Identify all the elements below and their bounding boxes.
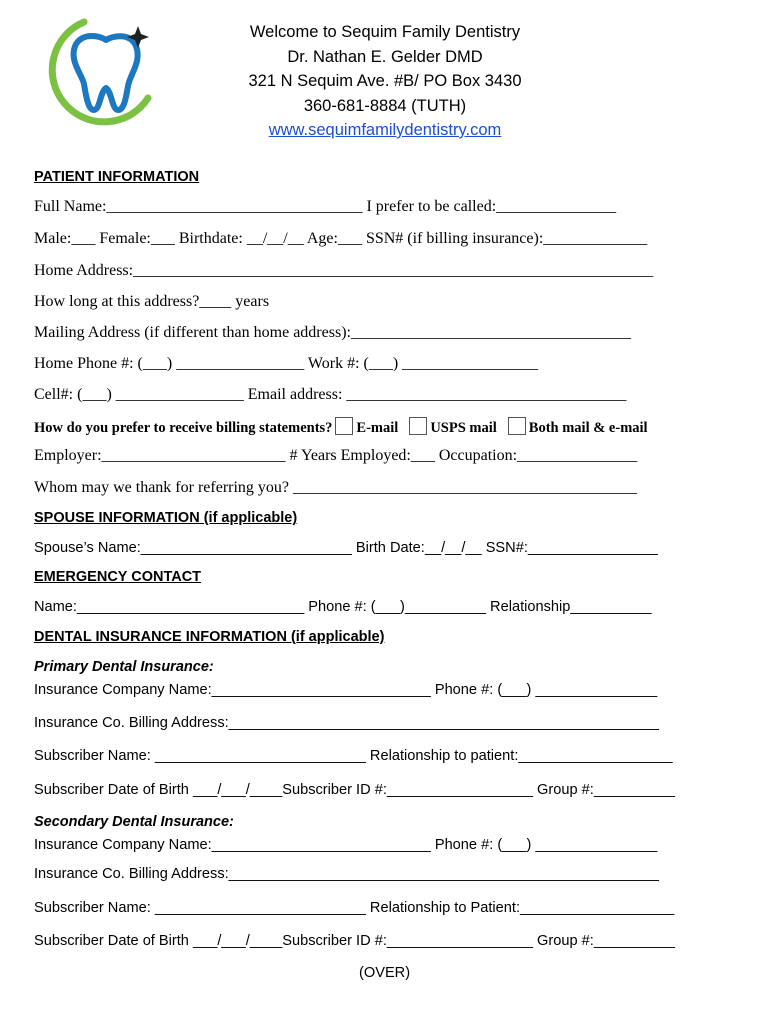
- full-name-line[interactable]: Full Name:________________________________ I prefer to be called:_______________: [34, 198, 617, 215]
- secondary-subscriber-dob-line[interactable]: Subscriber Date of Birth ___/___/____Subscriber ID #:__________________ Group #:__________: [34, 933, 675, 949]
- usps-checkbox[interactable]: [409, 417, 427, 435]
- section-title-emergency: EMERGENCY CONTACT: [34, 569, 202, 585]
- primary-insurance-title: Primary Dental Insurance:: [34, 659, 214, 675]
- practice-header: [200, 20, 570, 143]
- primary-subscriber-line[interactable]: Subscriber Name: __________________________ Relationship to patient:___________________: [34, 748, 673, 764]
- secondary-company-line[interactable]: Insurance Company Name:___________________________ Phone #: (___) _______________: [34, 837, 658, 853]
- mailing-address-line[interactable]: Mailing Address (if different than home address):___________________________________: [34, 324, 631, 341]
- gender-birthdate-line[interactable]: Male:___ Female:___ Birthdate: __/__/__ Age:___ SSN# (if billing insurance):_____________: [34, 230, 648, 247]
- both-checkbox[interactable]: [508, 417, 526, 435]
- secondary-insurance-title: Secondary Dental Insurance:: [34, 814, 234, 830]
- website-link[interactable]: www.sequimfamilydentistry.com: [268, 121, 502, 139]
- phone: 360-681-8884 (TUTH): [303, 96, 467, 115]
- primary-subscriber-dob-line[interactable]: Subscriber Date of Birth ___/___/____Subscriber ID #:__________________ Group #:__________: [34, 782, 675, 798]
- phone-line[interactable]: Home Phone #: (___) ________________ Work #: (___) _________________: [34, 355, 539, 372]
- section-title-patient: PATIENT INFORMATION: [34, 169, 200, 185]
- over-note: (OVER): [359, 965, 411, 981]
- both-option-label: Both mail & e-mail: [528, 420, 648, 436]
- section-title-spouse: SPOUSE INFORMATION (if applicable): [34, 510, 298, 526]
- usps-option-label: USPS mail: [430, 420, 497, 436]
- referral-line[interactable]: Whom may we thank for referring you? ___________________________________________: [34, 479, 638, 496]
- email-option-label: E-mail: [356, 420, 399, 436]
- employer-line[interactable]: Employer:_______________________ # Years Employed:___ Occupation:_______________: [34, 447, 638, 464]
- emergency-contact-line[interactable]: Name:____________________________ Phone #: (___)__________ Relationship__________: [34, 599, 652, 615]
- billing-question: How do you prefer to receive billing statements?: [34, 420, 333, 436]
- primary-billing-address-line[interactable]: Insurance Co. Billing Address:_____________________________________________________: [34, 715, 659, 731]
- email-checkbox[interactable]: [335, 417, 353, 435]
- tooth-logo-icon: [40, 14, 160, 126]
- secondary-subscriber-line[interactable]: Subscriber Name: __________________________ Relationship to Patient:___________________: [34, 900, 675, 916]
- secondary-billing-address-line[interactable]: Insurance Co. Billing Address:_____________________________________________________: [34, 866, 659, 882]
- years-at-address-line[interactable]: How long at this address?____ years: [34, 293, 270, 310]
- doctor-name: Dr. Nathan E. Gelder DMD: [287, 47, 483, 66]
- cell-email-line[interactable]: Cell#: (___) ________________ Email address: ___________________________________: [34, 386, 627, 403]
- billing-preference-row: [34, 417, 648, 437]
- home-address-line[interactable]: Home Address:_________________________________________________________________: [34, 262, 654, 279]
- primary-company-line[interactable]: Insurance Company Name:___________________________ Phone #: (___) _______________: [34, 682, 658, 698]
- welcome-line: Welcome to Sequim Family Dentistry: [249, 23, 521, 41]
- section-title-insurance: DENTAL INSURANCE INFORMATION (if applicable): [34, 629, 385, 645]
- address: 321 N Sequim Ave. #B/ PO Box 3430: [248, 72, 522, 90]
- spouse-line[interactable]: Spouse’s Name:__________________________ Birth Date:__/__/__ SSN#:________________: [34, 540, 658, 556]
